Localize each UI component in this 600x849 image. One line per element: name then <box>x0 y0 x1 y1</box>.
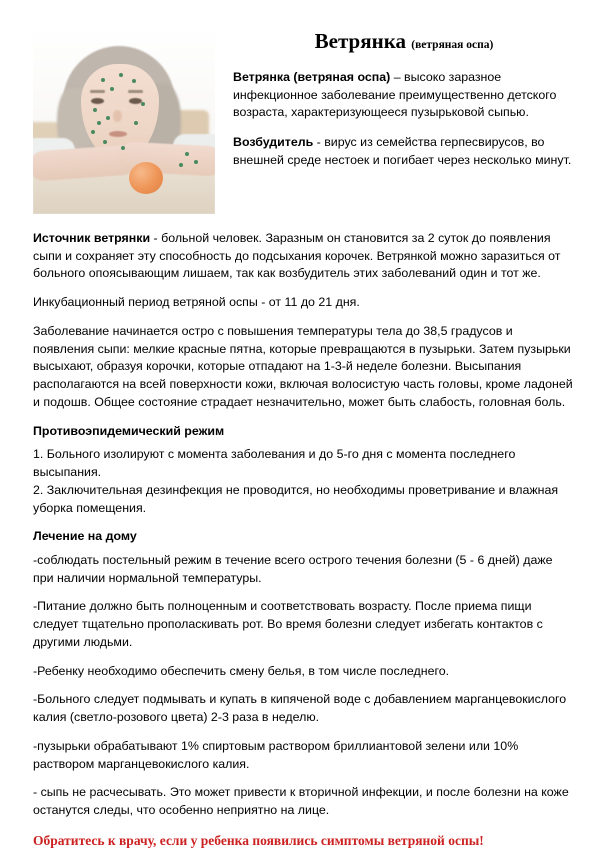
warning-see-doctor: Обратитесь к врачу, если у ребенка появились симптомы ветряной оспы! <box>33 832 484 848</box>
photo-eyebrow-right <box>128 90 143 93</box>
list-item: 2. Заключительная дезинфекция не проводится, но необходимы проветривание и влажная уборка помещения. <box>33 482 559 515</box>
photo-rash-spot <box>185 152 189 156</box>
photo-rash-spot <box>91 130 95 134</box>
photo-rash-spot <box>93 108 97 112</box>
list-item: -Ребенку необходимо обеспечить смену белья, в том числе последнего. <box>33 663 450 678</box>
intro-agent-term: Возбудитель <box>233 134 314 149</box>
intro-column <box>215 20 575 169</box>
list-item: -пузырьки обрабатывают 1% спиртовым раствором бриллиантовой зелени или 10% раствором марганцевокислого калия. <box>33 738 519 771</box>
photo-rash-spot <box>134 121 138 125</box>
intro-definition-term: Ветрянка (ветряная оспа) <box>233 70 391 85</box>
photo-orange-fruit <box>129 162 163 194</box>
list-item: -Питание должно быть полноценным и соответствовать возрасту. После приема пищи следует тщательно прополаскивать рот. Во время болезни следует избегать контактов с другими людьми. <box>33 599 543 649</box>
photo-illustration <box>33 26 215 214</box>
list-anti-epidemic-regime <box>33 446 575 517</box>
intro-paragraph-definition <box>233 69 575 122</box>
photo-rash-spot <box>121 146 125 150</box>
photo-rash-spot <box>141 102 145 106</box>
intro-paragraph-agent <box>233 134 575 169</box>
paragraph-incubation: Инкубационный период ветряной оспы - от 11 до 21 дня. <box>33 295 360 310</box>
photo-nose <box>113 110 122 122</box>
paragraph-source <box>33 230 575 283</box>
photo-rash-spot <box>101 78 105 82</box>
list-item: -соблюдать постельный режим в течение всего острого течения болезни (5 - 6 дней) даже при наличии нормальной температуры. <box>33 553 553 585</box>
page-title-main: Ветрянка <box>314 29 406 53</box>
body-section <box>0 214 600 849</box>
paragraph-course: Заболевание начинается остро с повышения температуры тела до 38,5 градусов и появления сыпи: мелкие красные пятна, которые превращаются в пузырьки. Затем пузырьки высыхают, образуя корочки, которые отпадают на 1-3-й неделе болезни. Высыпания располагаются на всей поверхности кожи, включая волосистую часть головы, кроме ладоней и подошв. Общее состояние страдает незначительно, может быть слабость, головная боль. <box>33 323 573 409</box>
photo-rash-spot <box>110 87 114 91</box>
photo-eyebrow-left <box>90 90 105 93</box>
intro-agent-text: - вирус из семейства герпесвирусов, во внешней среде нестоек и погибает через несколько минут. <box>233 134 572 167</box>
heading-home-treatment: Лечение на дому <box>33 529 137 544</box>
photo-rash-spot <box>194 160 198 164</box>
intro-definition-text: – высоко заразное инфекционное заболевание преимущественно детского возраста, характеризующееся пузырьковой сыпью. <box>233 70 557 120</box>
photo-rash-spot <box>119 73 123 77</box>
photo-rash-spot <box>103 140 107 144</box>
photo-rash-spot <box>97 121 101 125</box>
source-term: Источник ветрянки <box>33 231 151 245</box>
photo-eye-left <box>91 98 104 104</box>
photo-rash-spot <box>179 163 183 167</box>
photo-mouth <box>109 131 127 137</box>
photo-rash-spot <box>132 79 136 83</box>
child-with-chickenpox-photo <box>33 26 215 214</box>
list-item: 1. Больного изолируют с момента заболевания и до 5-го дня с момента последнего высыпания. <box>33 447 516 480</box>
page-title-subtitle: (ветряная оспа) <box>411 39 494 51</box>
source-text: - больной человек. Заразным он становится за 2 суток до появления сыпи и сохраняет эту способность до подсыхания корочек. Ветрянкой можно заразиться от больного опоясывающим лишаем, так как возбудитель этих заболеваний один и тот же. <box>33 231 561 281</box>
page-title <box>233 30 575 53</box>
heading-anti-epidemic-regime: Противоэпидемический режим <box>33 423 225 438</box>
header-section <box>0 0 600 214</box>
list-item: -Больного следует подмывать и купать в кипяченой воде с добавлением марганцевокислого калия (светло-розового цвета) 2-3 раза в неделю. <box>33 692 567 725</box>
list-item: - сыпь не расчесывать. Это может привести к вторичной инфекции, и после болезни на коже останутся следы, что особенно неприятно на лице. <box>33 785 569 818</box>
photo-rash-spot <box>106 116 110 120</box>
